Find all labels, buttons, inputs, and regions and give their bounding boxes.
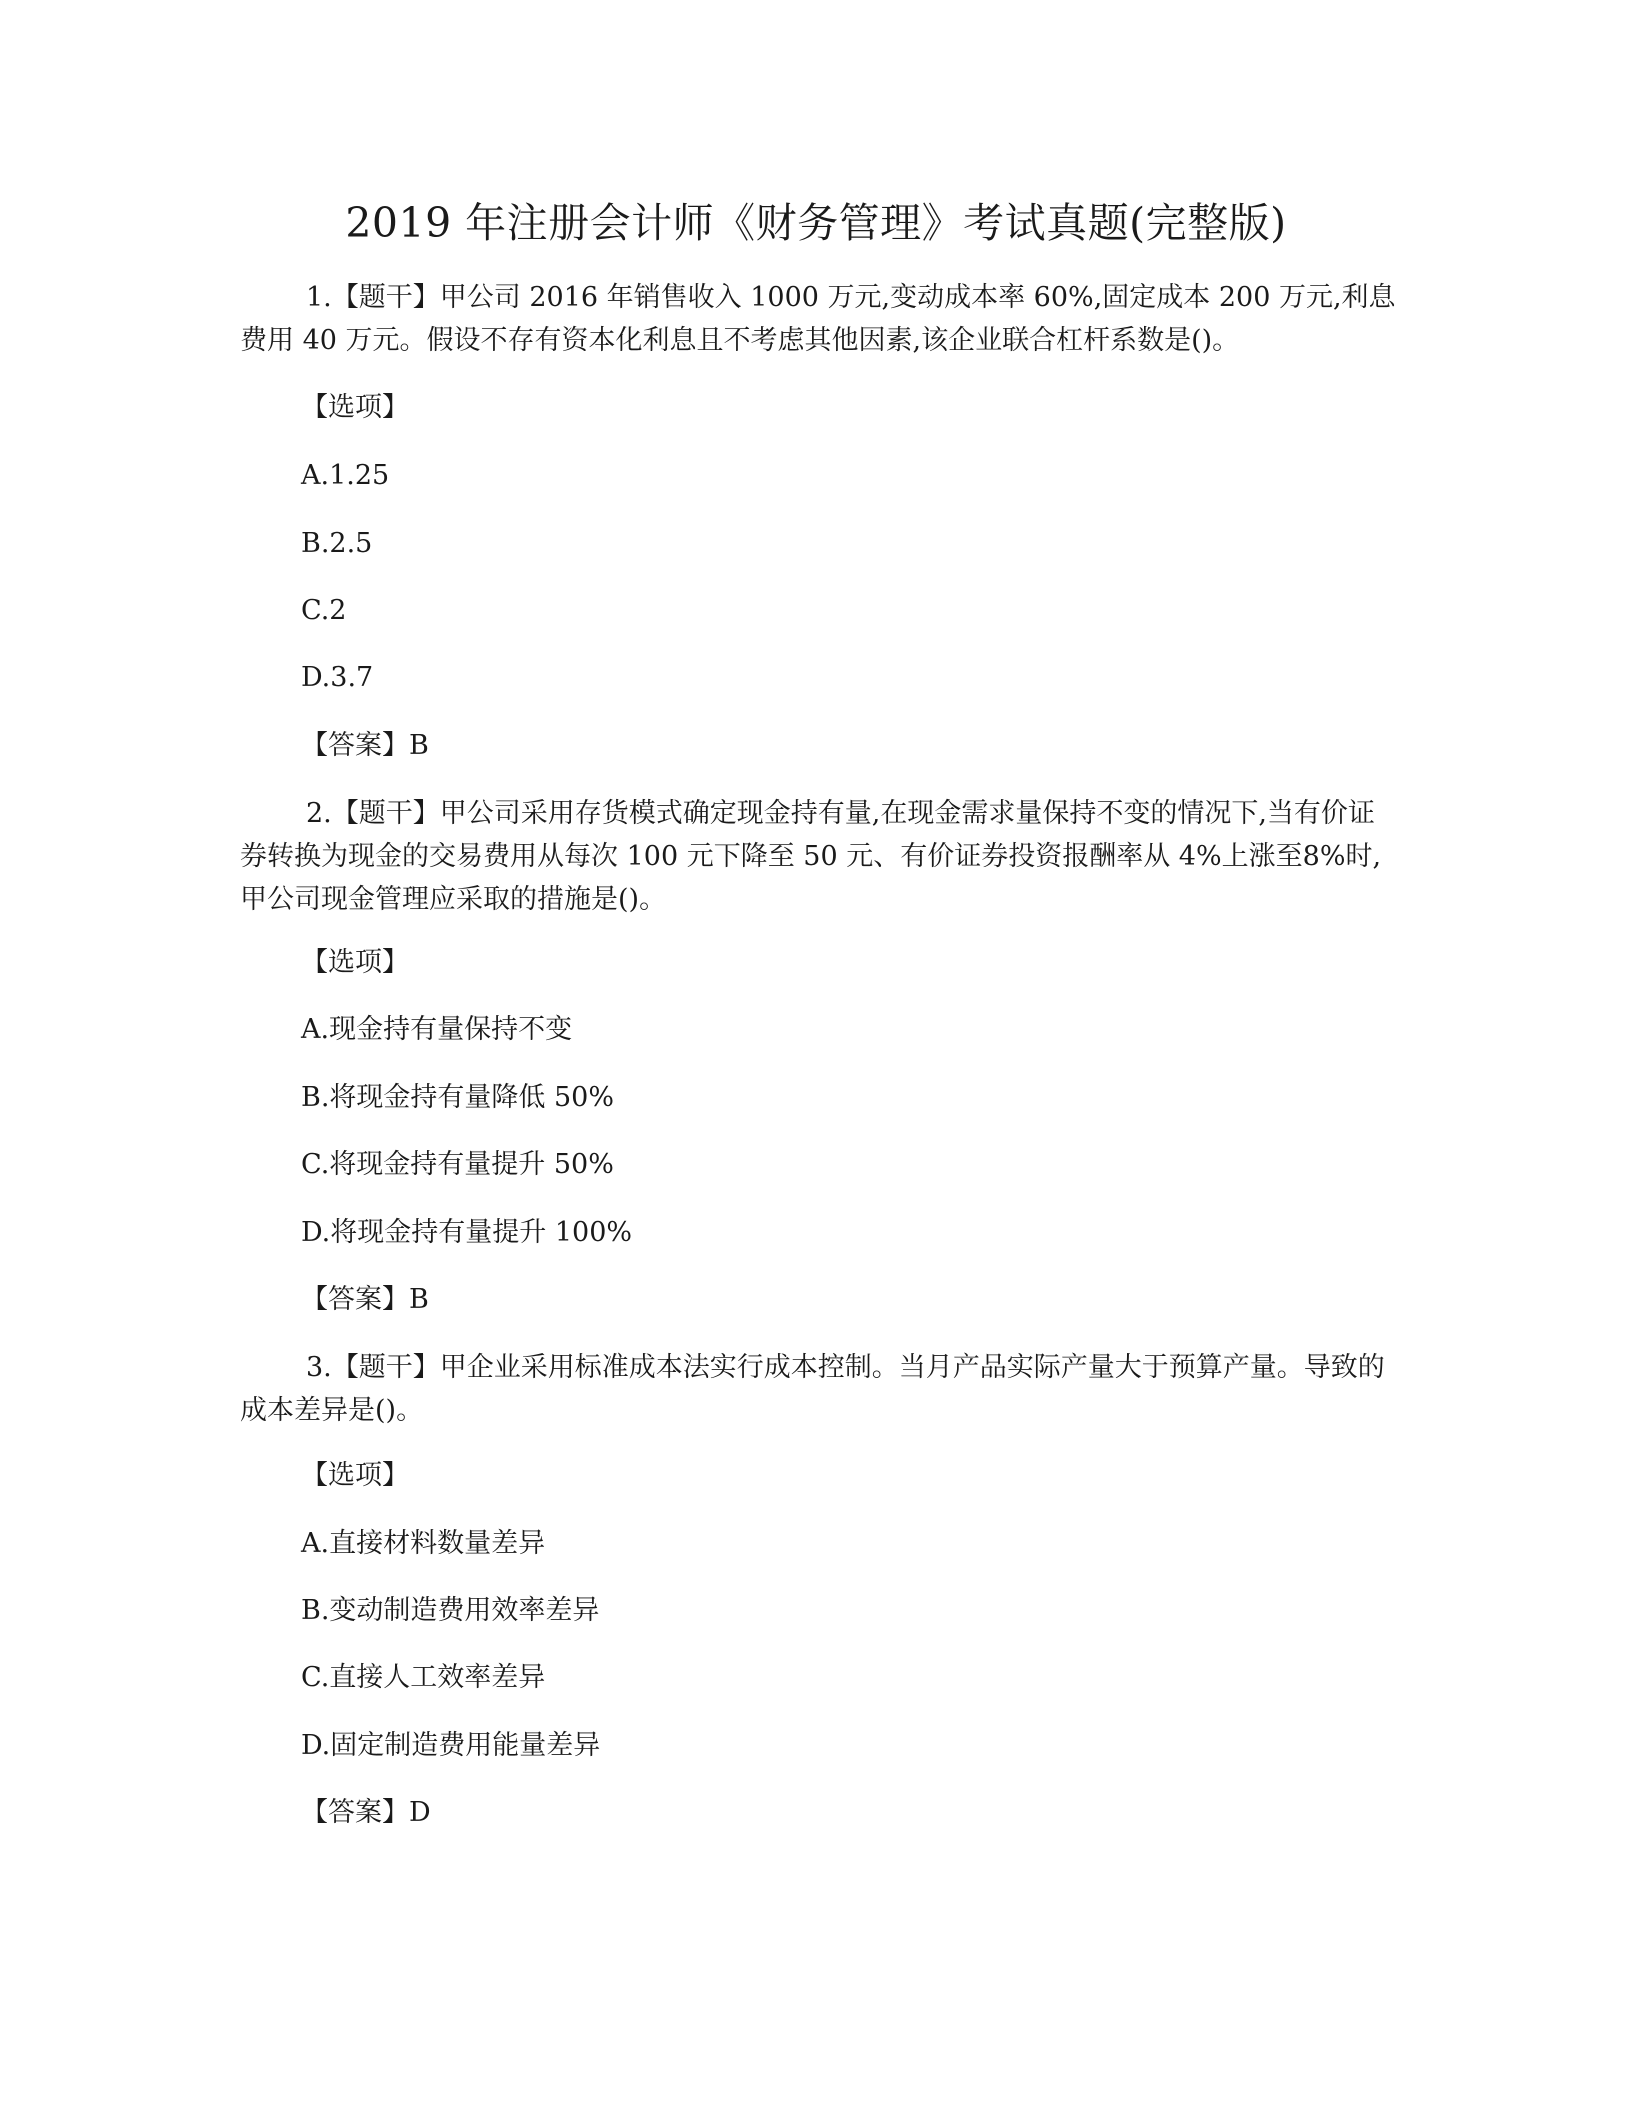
option-a: A.直接材料数量差异 — [301, 1528, 546, 1559]
option-c: C.直接人工效率差异 — [301, 1662, 546, 1693]
document-title: 2019 年注册会计师《财务管理》考试真题(完整版) — [345, 199, 1287, 247]
option-b: B.变动制造费用效率差异 — [301, 1595, 600, 1626]
option-c: C.2 — [301, 595, 347, 626]
option-b: B.2.5 — [301, 528, 373, 559]
answer: 【答案】B — [301, 1284, 429, 1315]
option-d: D.将现金持有量提升 100% — [301, 1217, 633, 1248]
option-a: A.现金持有量保持不变 — [301, 1014, 573, 1045]
question-stem: 1.【题干】甲公司 2016 年销售收入 1000 万元,变动成本率 60%,固定成本 200 万元,利息费用 40 万元。假设不存有资本化利息且不考虑其他因素,该企业联合杠杆系数是()。 — [240, 282, 1396, 356]
options-label: 【选项】 — [301, 392, 409, 423]
question-stem: 2.【题干】甲公司采用存货模式确定现金持有量,在现金需求量保持不变的情况下,当有价证券转换为现金的交易费用从每次 100 元下降至 50 元、有价证券投资报酬率从 4%上涨至8%时,甲公司现金管理应采取的措施是()。 — [240, 798, 1382, 915]
option-c: C.将现金持有量提升 50% — [301, 1149, 614, 1180]
options-label: 【选项】 — [301, 947, 409, 978]
answer: 【答案】D — [301, 1797, 431, 1828]
option-a: A.1.25 — [301, 460, 390, 491]
option-b: B.将现金持有量降低 50% — [301, 1082, 615, 1113]
option-d: D.3.7 — [301, 662, 374, 693]
question-stem: 3.【题干】甲企业采用标准成本法实行成本控制。当月产品实际产量大于预算产量。导致的成本差异是()。 — [240, 1352, 1385, 1426]
answer: 【答案】B — [301, 730, 429, 761]
option-d: D.固定制造费用能量差异 — [301, 1730, 601, 1761]
options-label: 【选项】 — [301, 1460, 409, 1491]
